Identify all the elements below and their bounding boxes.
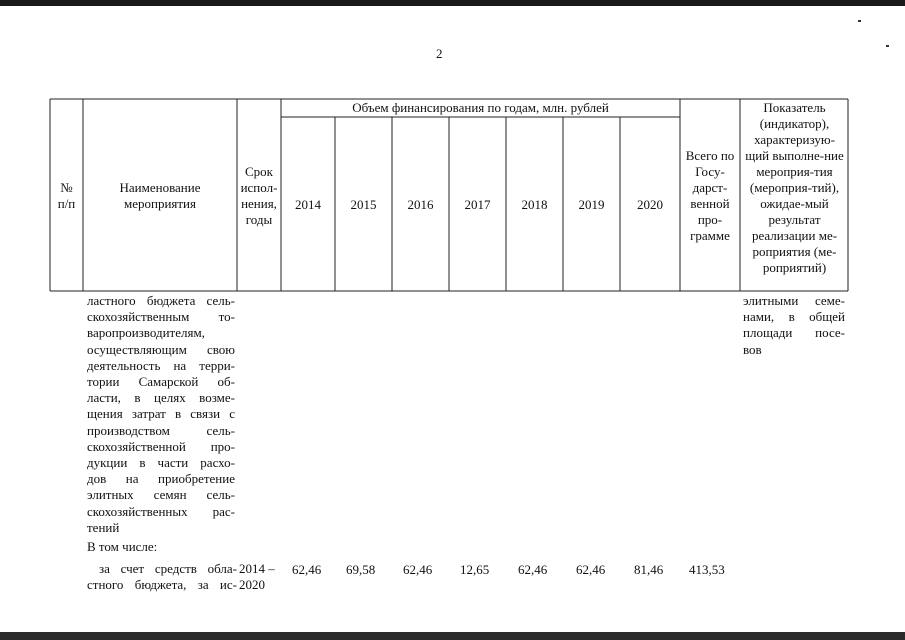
indicator-line: вов xyxy=(743,341,762,357)
header-year-2015: 2015 xyxy=(350,196,377,212)
measure-name-line: деятельность на терри- xyxy=(87,357,235,373)
value-2020: 81,46 xyxy=(634,562,664,577)
funding-source xyxy=(87,561,237,593)
term-value xyxy=(239,561,281,593)
header-year-2017: 2017 xyxy=(464,196,491,212)
measure-name-line: щения затрат в связи с xyxy=(87,406,235,422)
header-year-2016: 2016 xyxy=(407,196,434,212)
scan-edge-bottom xyxy=(0,632,905,640)
value-2015: 69,58 xyxy=(346,562,376,577)
including-label: В том числе: xyxy=(87,539,158,554)
header-indicator: Показатель (индикатор), характеризую-щий выполне-ние мероприя-тия (мероприя-тий), ожидае-мый результат реализации ме-роприятия (ме-роприятий) xyxy=(745,100,844,275)
value-2018: 62,46 xyxy=(518,562,548,577)
page-number: 2 xyxy=(436,46,443,61)
header-name: Наименование мероприятия xyxy=(119,179,201,211)
measure-name-line: дукции в части расхо- xyxy=(87,455,235,471)
measure-name-line: тории Самарской об- xyxy=(87,374,235,390)
value-total: 413,53 xyxy=(689,562,725,577)
header-year-2019: 2019 xyxy=(578,196,605,212)
measure-name-line: дов на приобретение xyxy=(87,471,235,487)
measure-name-line: тений xyxy=(87,519,120,535)
measure-name-line: скохозяйственной про- xyxy=(87,438,235,454)
indicator-text xyxy=(743,293,845,358)
indicator-line: элитными семе- xyxy=(743,293,845,308)
header-term: Срок испол-нения, годы xyxy=(240,163,278,227)
header-year-2014: 2014 xyxy=(295,196,321,212)
value-2014: 62,46 xyxy=(292,562,322,577)
measure-name-line: элитных семян сель- xyxy=(87,487,235,503)
funding-source-line: стного бюджета, за ис- xyxy=(87,577,237,593)
header-year-2018: 2018 xyxy=(521,196,548,212)
measure-name-line: скохозяйственных рас- xyxy=(87,503,235,519)
header-num: № п/п xyxy=(57,179,76,211)
measure-name-line: ласти, в целях возме- xyxy=(87,390,235,406)
measure-name-line: варопроизводителям, xyxy=(87,325,205,341)
header-year-2020: 2020 xyxy=(637,196,663,212)
term-line: 2020 xyxy=(239,577,265,593)
funding-source-line: за счет средств обла- xyxy=(99,561,237,576)
measure-name-line: производством сель- xyxy=(87,422,235,438)
header-total: Всего по Госу-дарст-венной про-грамме xyxy=(685,147,735,243)
indicator-line: нами, в общей xyxy=(743,309,845,325)
value-2017: 12,65 xyxy=(460,562,490,577)
term-line: 2014 – xyxy=(239,561,275,576)
measure-name xyxy=(87,293,235,536)
value-2019: 62,46 xyxy=(576,562,606,577)
indicator-line: площади посе- xyxy=(743,325,845,341)
measure-name-line: ластного бюджета сель- xyxy=(87,293,235,308)
value-2016: 62,46 xyxy=(403,562,433,577)
header-funding-group: Объем финансирования по годам, млн. рублей xyxy=(352,100,609,115)
measure-name-line: осуществляющим свою xyxy=(87,341,235,357)
measure-name-line: скохозяйственным то- xyxy=(87,309,235,325)
